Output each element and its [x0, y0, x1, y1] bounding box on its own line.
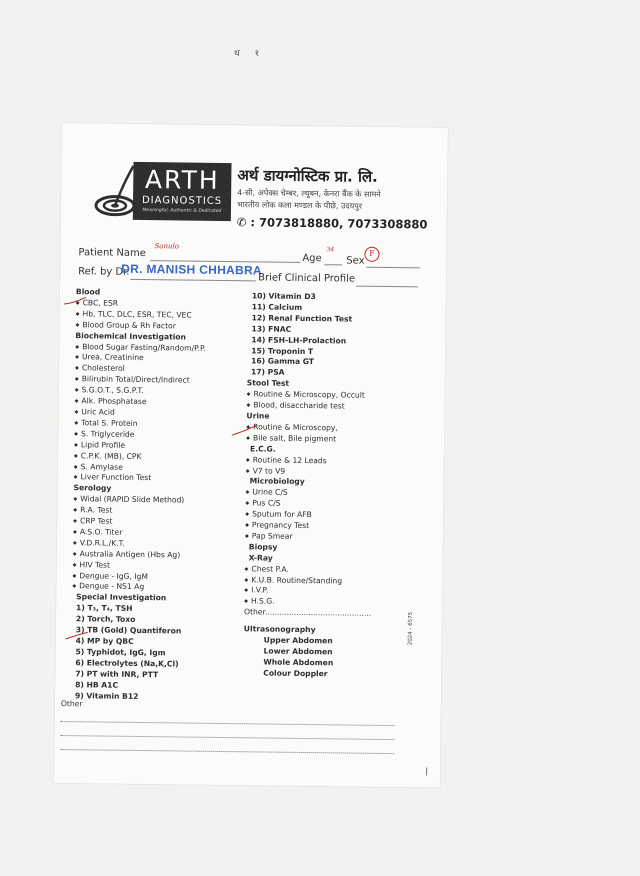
logo-tagline: Meaningful, Authentic & Dedicated [142, 207, 222, 214]
item-text: 4) MP by QBC [75, 636, 134, 646]
right-test-column [243, 291, 428, 681]
bullet-icon: ◆ [246, 391, 251, 398]
ref-doctor-stamp: DR. MANISH CHHABRA [121, 261, 263, 278]
item-text: Routine & 12 Leads [252, 454, 327, 465]
numbered-test-item [71, 691, 251, 704]
logo-subtext: DIAGNOSTICS [141, 194, 223, 207]
item-text: S.G.O.T., S.G.P.T. [81, 385, 144, 396]
item-text: Upper Abdomen [263, 635, 333, 646]
sex-value: F [364, 247, 379, 262]
item-text: H.S.G. [250, 596, 275, 607]
bullet-icon: ◆ [74, 409, 79, 416]
item-text: 5) Typhidot, IgG, Igm [75, 647, 166, 658]
item-text: Pus C/S [252, 498, 281, 508]
item-text: CRP Test [79, 516, 113, 526]
other-line-1 [61, 721, 395, 726]
bullet-icon: ◆ [73, 496, 78, 503]
item-text: Urine C/S [252, 487, 288, 498]
item-text: Dengue - NS1 Ag [79, 581, 145, 592]
bullet-icon: ◆ [75, 354, 80, 361]
item-text: 6) Electrolytes (Na,K,Cl) [75, 658, 179, 669]
patient-name-value: Sanulo [154, 242, 180, 251]
checkmark-icon [230, 423, 258, 437]
bullet-icon: ◆ [72, 572, 77, 579]
bullet-icon: ◆ [72, 561, 77, 568]
patient-name-label: Patient Name [78, 247, 146, 260]
item-text: R.A. Test [80, 505, 113, 515]
other-line-2 [61, 735, 395, 740]
item-text: Blood Sugar Fasting/Random/P.P. [82, 341, 206, 353]
bullet-icon: ◆ [245, 511, 250, 518]
item-text: E.C.G. [249, 444, 276, 454]
item-text: Australia Antigen (Hbs Ag) [79, 548, 181, 560]
item-text: 9) Vitamin B12 [74, 690, 139, 701]
bullet-icon: ◆ [74, 430, 79, 438]
item-text: Bile salt, Bile pigment [252, 433, 337, 444]
test-item [246, 400, 426, 413]
bullet-icon: ◆ [75, 300, 80, 307]
bullet-icon: ◆ [244, 565, 249, 572]
item-text: 3) TB (Gold) Quantiferon [75, 625, 182, 636]
bullet-icon: ◆ [72, 529, 77, 536]
address-line-1: 4-सी, अपेक्स चेम्बर, ल्यूबन, केनरा बैंक के सामने [237, 188, 381, 199]
bullet-icon: ◆ [73, 452, 78, 459]
item-text: Microbiology [249, 476, 305, 487]
bullet-icon: ◆ [72, 583, 77, 590]
item-text: Bilirubin Total/Direct/Indirect [81, 374, 190, 385]
scan-mark: थ १ [234, 49, 266, 59]
item-text: Chest P.A. [251, 564, 289, 574]
item-text: 10) Vitamin D3 [251, 291, 316, 302]
target-logo-icon [93, 163, 138, 220]
item-text: Urea, Creatinine [81, 352, 144, 363]
item-text: A.S.O. Titer [79, 527, 123, 537]
item-text: Sputum for AFB [252, 509, 312, 520]
age-label: Age [302, 252, 322, 265]
bullet-icon: ◆ [245, 489, 250, 496]
item-text: Routine & Microscopy, Occult [253, 389, 365, 400]
item-text: CBC, ESR [82, 298, 119, 308]
bullet-icon: ◆ [244, 576, 249, 583]
bullet-icon: ◆ [244, 598, 249, 605]
item-text: 2) Torch, Toxo [75, 614, 136, 625]
bullet-icon: ◆ [73, 518, 78, 525]
item-text: X-Ray [248, 553, 273, 563]
bullet-icon: ◆ [74, 376, 79, 383]
ultrasound-item [243, 668, 423, 681]
bullet-icon: ◆ [75, 343, 80, 350]
item-text: Urine [246, 411, 270, 421]
left-test-column [71, 287, 256, 704]
bullet-icon: ◆ [246, 435, 251, 442]
item-text: Lower Abdomen [263, 646, 333, 657]
company-name-hindi: अर्थ डायग्नोस्टिक प्रा. लि. [237, 166, 378, 186]
item-text: Ultrasonography [243, 624, 316, 635]
item-text: Colour Doppler [263, 668, 328, 679]
item-text: 17) PSA [250, 367, 285, 378]
item-text: V.D.R.L./K.T. [79, 538, 125, 548]
ref-doctor-line [130, 279, 256, 282]
item-text: 13) FNAC [251, 324, 292, 334]
bullet-icon: ◆ [246, 424, 251, 431]
item-text: 11) Calcium [251, 302, 303, 312]
checkmark-icon [62, 295, 88, 307]
item-text: 7) PT with INR, PTT [75, 668, 159, 679]
bullet-icon: ◆ [245, 500, 250, 507]
item-text: 8) HB A1C [75, 679, 119, 690]
item-text: Biochemical Investigation [75, 330, 187, 342]
bullet-icon: ◆ [246, 402, 251, 409]
bullet-icon: ◆ [73, 507, 78, 514]
logo-text: ARTH [144, 165, 220, 195]
age-value: 34 [326, 246, 335, 254]
item-text: Hb, TLC, DLC, ESR, TEC, VEC [82, 309, 192, 320]
item-text: S. Amylase [80, 461, 123, 472]
checkmark-icon [64, 629, 90, 641]
item-text: Uric Acid [81, 407, 115, 417]
bullet-icon: ◆ [244, 587, 249, 594]
item-text: Special Investigation [76, 592, 167, 603]
item-text: V7 to V9 [252, 465, 286, 476]
company-address [237, 187, 437, 213]
item-text: Blood, disaccharide test [253, 400, 345, 411]
item-text: Pregnancy Test [251, 520, 310, 531]
bullet-icon: ◆ [75, 321, 80, 328]
clinical-profile-line [356, 286, 418, 288]
item-text: 14) FSH-LH-Prolaction [251, 334, 347, 346]
item-text: Total S. Protein [81, 418, 138, 428]
ref-doctor-label: Ref. by Dr. [78, 266, 130, 278]
bullet-icon: ◆ [245, 467, 250, 474]
bullet-icon: ◆ [73, 474, 78, 481]
item-text: Pap Smear [251, 531, 293, 541]
bullet-icon: ◆ [73, 463, 78, 470]
footer-other-label: Other [60, 699, 83, 709]
item-text: Dengue - IgG, IgM [79, 570, 148, 581]
item-text: Cholesterol [81, 363, 125, 374]
age-line [324, 264, 342, 265]
item-text: S. Triglyceride [81, 429, 135, 439]
item-text: C.P.K. (MB), CPK [80, 450, 142, 461]
edge-mark [426, 767, 427, 775]
bullet-icon: ◆ [75, 310, 80, 318]
bullet-icon: ◆ [245, 456, 250, 463]
serial-number: 2024 - 6575 [407, 611, 415, 646]
company-phone: ✆ : 7073818880, 7073308880 [236, 215, 428, 232]
item-text: Serology [73, 483, 112, 493]
item-text: Routine & Microscopy, [253, 422, 338, 433]
item-text: 16) Gamma GT [251, 356, 315, 367]
item-text: 1) T₃, T₄, TSH [76, 603, 133, 614]
sex-label: Sex [346, 255, 365, 267]
item-text: 15) Troponin T [251, 345, 314, 356]
bullet-icon: ◆ [74, 420, 79, 427]
lab-requisition-form [54, 123, 448, 788]
clinical-profile-label: Brief Clinical Profile [258, 272, 356, 285]
item-text: Biopsy [248, 542, 278, 552]
bullet-icon: ◆ [72, 540, 77, 547]
item-text: K.U.B. Routine/Standing [251, 574, 343, 586]
bullet-icon: ◆ [74, 365, 79, 372]
item-text: Other............................................ [243, 607, 372, 619]
other-line-3 [60, 749, 394, 754]
item-text: Blood [75, 287, 101, 297]
bullet-icon: ◆ [74, 387, 79, 394]
item-text: Liver Function Test [80, 472, 152, 483]
bullet-icon: ◆ [244, 533, 249, 540]
bullet-icon: ◆ [245, 522, 249, 529]
item-text: Whole Abdomen [263, 657, 334, 668]
bullet-icon: ◆ [74, 398, 79, 405]
item-text: HIV Test [79, 559, 111, 570]
bullet-icon: ◆ [74, 441, 78, 448]
address-line-2: भारतीय लोक कला मण्डल के पीछे, उदयपुर [236, 200, 363, 211]
bullet-icon: ◆ [72, 550, 77, 557]
item-text: Widal (RAPID Slide Method) [80, 494, 185, 505]
item-text: 12) Renal Function Test [251, 313, 353, 324]
item-text: Stool Test [246, 378, 290, 389]
item-text: Alk. Phosphatase [81, 396, 147, 407]
item-text: Blood Group & Rh Factor [82, 319, 176, 331]
brand-logo [133, 162, 232, 221]
item-text: I.V.P. [251, 585, 269, 596]
item-text: Lipid Profile [80, 439, 126, 450]
sex-line [366, 267, 420, 269]
